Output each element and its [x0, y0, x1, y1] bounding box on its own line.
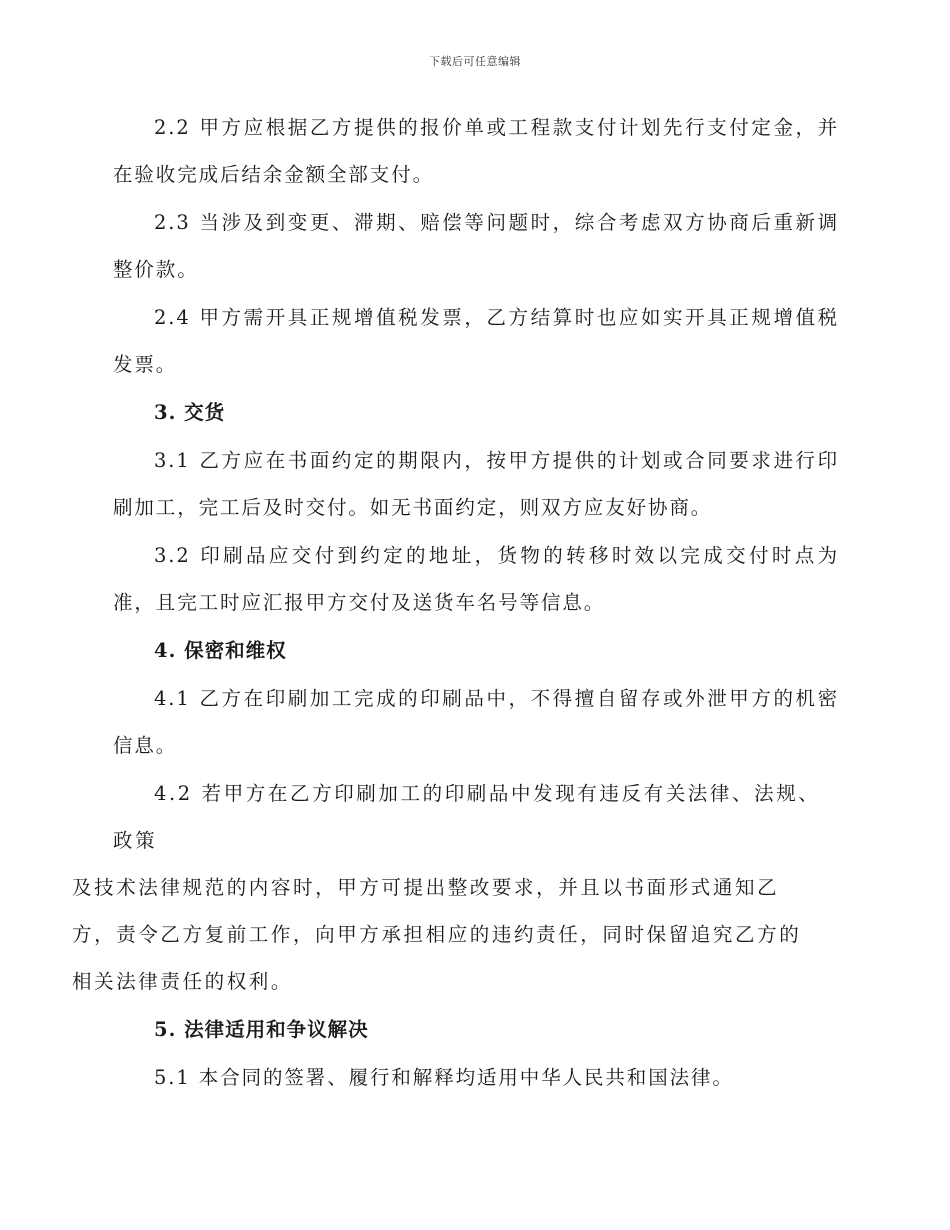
clause-4-2-line: 方，责令乙方复前工作，向甲方承担相应的违约责任，同时保留追究乙方的	[72, 923, 802, 946]
clause-5-1: 5.1 本合同的签署、履行和解释均适用中华人民共和国法律。	[154, 1066, 734, 1089]
section-heading-5: 5. 法律适用和争议解决	[154, 1018, 369, 1041]
clause-3-1: 3.1 乙方应在书面约定的期限内，按甲方提供的计划或合同要求进行印刷加工，完工后及时交付。如无书面约定，则双方应友好协商。	[113, 449, 839, 519]
clause-4-1: 4.1 乙方在印刷加工完成的印刷品中，不得擅自留存或外泄甲方的机密信息。	[113, 687, 839, 757]
document-body	[72, 104, 839, 1102]
section-heading-3: 3. 交货	[154, 401, 226, 424]
clause-4-2-line: 相关法律责任的权利。	[72, 970, 294, 993]
clause-2-3: 2.3 当涉及到变更、滞期、赔偿等问题时，综合考虑双方协商后重新调整价款。	[113, 211, 839, 281]
clause-4-2-line: 及技术法律规范的内容时，甲方可提出整改要求，并且以书面形式通知乙	[72, 876, 780, 899]
page-header: 下载后可任意编辑	[429, 55, 521, 68]
clause-3-2: 3.2 印刷品应交付到约定的地址，货物的转移时效以完成交付时点为准，且完工时应汇报甲方交付及送货车名号等信息。	[113, 544, 839, 614]
clause-2-4: 2.4 甲方需开具正规增值税发票，乙方结算时也应如实开具正规增值税发票。	[113, 306, 839, 376]
clause-4-2	[72, 770, 839, 1005]
clause-4-2-line: 4.2 若甲方在乙方印刷加工的印刷品中发现有违反有关法律、法规、政策	[113, 782, 821, 852]
clause-2-2: 2.2 甲方应根据乙方提供的报价单或工程款支付计划先行支付定金，并在验收完成后结余金额全部支付。	[113, 116, 839, 186]
section-heading-4: 4. 保密和维权	[154, 639, 287, 662]
